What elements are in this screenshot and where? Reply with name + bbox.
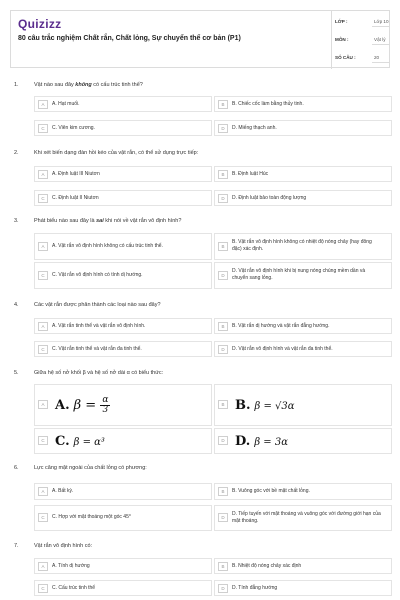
formula: A. β = $\frac{\alpha}{3}$ bbox=[55, 395, 109, 415]
question-number: 4. bbox=[14, 302, 19, 308]
option-text: C. Định luật II Niutơn bbox=[52, 195, 99, 201]
question-number: 3. bbox=[14, 218, 19, 224]
option-c[interactable] bbox=[34, 428, 212, 454]
question-number: 5. bbox=[14, 370, 19, 376]
option-letter-box: C bbox=[38, 345, 48, 354]
option-letter-box: C bbox=[38, 513, 48, 522]
option-letter-box: C bbox=[38, 194, 48, 203]
option-b[interactable] bbox=[214, 483, 392, 500]
option-letter-box: D bbox=[218, 436, 228, 445]
option-a[interactable] bbox=[34, 233, 212, 260]
formula: B. β = √3α bbox=[235, 398, 295, 413]
option-a[interactable] bbox=[34, 318, 212, 334]
question-text: Phát biểu nào sau đây là sai khi nói về vật rắn vô định hình? bbox=[34, 218, 182, 224]
option-a[interactable] bbox=[34, 558, 212, 574]
formula: D. β = 3α bbox=[235, 434, 288, 449]
option-d[interactable] bbox=[214, 428, 392, 454]
option-b[interactable] bbox=[214, 558, 392, 574]
option-text: A. Định luật III Niutơn bbox=[52, 171, 100, 177]
option-a[interactable] bbox=[34, 384, 212, 426]
option-c[interactable] bbox=[34, 190, 212, 206]
question-number: 6. bbox=[14, 465, 19, 471]
option-text: A. Bất kỳ. bbox=[52, 488, 74, 494]
option-d[interactable] bbox=[214, 120, 392, 136]
option-text: D. Vật rắn vô định hình khi bị nung nóng chúng mềm dần và chuyển sang lỏng. bbox=[232, 268, 366, 281]
option-d[interactable] bbox=[214, 341, 392, 357]
option-letter-box: A bbox=[38, 487, 48, 496]
meta-subject-key: MÔN : bbox=[335, 37, 349, 42]
meta-count bbox=[332, 49, 392, 67]
option-text: A. Vật rắn tinh thể và vật rắn vô định hình. bbox=[52, 323, 146, 329]
option-letter-box: B bbox=[218, 242, 228, 251]
option-letter-box: B bbox=[218, 322, 228, 331]
option-d[interactable] bbox=[214, 505, 392, 531]
meta-divider bbox=[372, 26, 389, 27]
option-b[interactable] bbox=[214, 384, 392, 426]
meta-grade-value: Lớp 10 bbox=[374, 19, 389, 24]
option-letter-box: C bbox=[38, 584, 48, 593]
option-text: B. Nhiệt độ nóng chảy xác định bbox=[232, 563, 302, 569]
emphasis-word: không bbox=[75, 82, 92, 88]
option-letter-box: D bbox=[218, 194, 228, 203]
question-text: Vật rắn vô định hình có: bbox=[34, 543, 93, 549]
option-text: B. Vuông góc với bề mặt chất lỏng. bbox=[232, 488, 310, 494]
option-c[interactable] bbox=[34, 505, 212, 531]
meta-grade bbox=[332, 13, 392, 31]
option-c[interactable] bbox=[34, 262, 212, 289]
option-text: D. Tiếp tuyến với mặt thoáng và vuông góc với đường giới hạn của mặt thoáng. bbox=[232, 511, 381, 524]
option-a[interactable] bbox=[34, 166, 212, 182]
option-b[interactable] bbox=[214, 166, 392, 182]
worksheet-title: 80 câu trắc nghiệm Chất rắn, Chất lỏng, Sự chuyển thể cơ bản (P1) bbox=[18, 35, 241, 42]
question-text: Giữa hệ số nở khối β và hệ số nở dài α có biểu thức: bbox=[34, 370, 164, 376]
emphasis-word: sai bbox=[96, 218, 104, 224]
option-letter-box: A bbox=[38, 562, 48, 571]
option-text: B. Vật rắn vô định hình không có nhiệt độ nóng chảy (hay đông đặc) xác định. bbox=[232, 239, 372, 252]
option-letter-box: D bbox=[218, 345, 228, 354]
option-letter-box: A bbox=[38, 170, 48, 179]
fraction: $\frac{\alpha}{3}$ bbox=[102, 395, 109, 415]
option-d[interactable] bbox=[214, 190, 392, 206]
option-letter-box: C bbox=[38, 436, 48, 445]
formula: C. β = α³ bbox=[55, 434, 105, 449]
option-a[interactable] bbox=[34, 96, 212, 112]
option-text: C. Vật rắn tinh thể và vật rắn đa tinh thể. bbox=[52, 346, 142, 352]
option-letter-box: D bbox=[218, 584, 228, 593]
question-text: Lực căng mặt ngoài của chất lỏng có phương: bbox=[34, 465, 147, 471]
option-letter-box: A bbox=[38, 242, 48, 251]
worksheet-meta bbox=[331, 11, 391, 69]
option-c[interactable] bbox=[34, 120, 212, 136]
option-text: A. Hạt muối. bbox=[52, 101, 80, 107]
option-letter-box: A bbox=[38, 100, 48, 109]
option-text: C. Viên kim cương. bbox=[52, 125, 95, 131]
option-text: C. Hợp với mặt thoáng một góc 45⁰ bbox=[52, 514, 131, 520]
option-d[interactable] bbox=[214, 580, 392, 596]
question-number: 1. bbox=[14, 82, 19, 88]
option-text: B. Chiếc cốc làm bằng thủy tinh. bbox=[232, 101, 304, 107]
option-letter-box: C bbox=[38, 124, 48, 133]
question-number: 7. bbox=[14, 543, 19, 549]
option-a[interactable] bbox=[34, 483, 212, 500]
question-text: Vật nào sau đây không có cấu trúc tinh thể? bbox=[34, 82, 143, 88]
option-b[interactable] bbox=[214, 318, 392, 334]
question-text: Các vật rắn được phân thành các loại nào sau đây? bbox=[34, 302, 161, 308]
option-letter-box: C bbox=[38, 271, 48, 280]
option-text: C. Cấu trúc tinh thể bbox=[52, 585, 96, 591]
option-c[interactable] bbox=[34, 580, 212, 596]
option-c[interactable] bbox=[34, 341, 212, 357]
option-text: A. Vật rắn vô định hình không có cấu trúc tinh thể. bbox=[52, 243, 163, 249]
meta-count-key: SỐ CÂU : bbox=[335, 55, 356, 60]
option-letter-box: D bbox=[218, 271, 228, 280]
option-text: B. Vật rắn dị hướng và vật rắn đẳng hướng. bbox=[232, 323, 330, 329]
meta-count-value: 20 bbox=[374, 55, 380, 60]
quizizz-logo: Quizizz bbox=[18, 17, 62, 31]
option-d[interactable] bbox=[214, 262, 392, 289]
option-text: C. Vật rắn vô định hình có tính dị hướng. bbox=[52, 272, 143, 278]
option-text: D. Vật rắn vô định hình và vật rắn đa tinh thể. bbox=[232, 346, 333, 352]
meta-subject-value: Vật lý bbox=[374, 37, 386, 42]
meta-subject bbox=[332, 31, 392, 49]
option-text: D. Miếng thạch anh. bbox=[232, 125, 277, 131]
option-letter-box: D bbox=[218, 513, 228, 522]
question-number: 2. bbox=[14, 150, 19, 156]
option-letter-box: A bbox=[38, 400, 48, 409]
option-b[interactable] bbox=[214, 96, 392, 112]
option-letter-box: B bbox=[218, 170, 228, 179]
meta-divider bbox=[372, 62, 389, 63]
option-letter-box: B bbox=[218, 487, 228, 496]
option-text: A. Tính dị hướng bbox=[52, 563, 90, 569]
option-text: B. Định luật Húc bbox=[232, 171, 269, 177]
option-letter-box: D bbox=[218, 124, 228, 133]
meta-divider bbox=[372, 44, 389, 45]
worksheet-header bbox=[10, 10, 390, 68]
question-text: Khi xét biến dạng đàn hồi kéo của vật rắn, có thể sử dụng trực tiếp: bbox=[34, 150, 199, 156]
meta-grade-key: LỚP : bbox=[335, 19, 348, 24]
option-letter-box: B bbox=[218, 400, 228, 409]
option-letter-box: A bbox=[38, 322, 48, 331]
option-text: D. Tính đẳng hướng bbox=[232, 585, 278, 591]
option-letter-box: B bbox=[218, 562, 228, 571]
option-b[interactable] bbox=[214, 233, 392, 260]
option-text: D. Định luật bảo toàn động lượng bbox=[232, 195, 307, 201]
option-letter-box: B bbox=[218, 100, 228, 109]
